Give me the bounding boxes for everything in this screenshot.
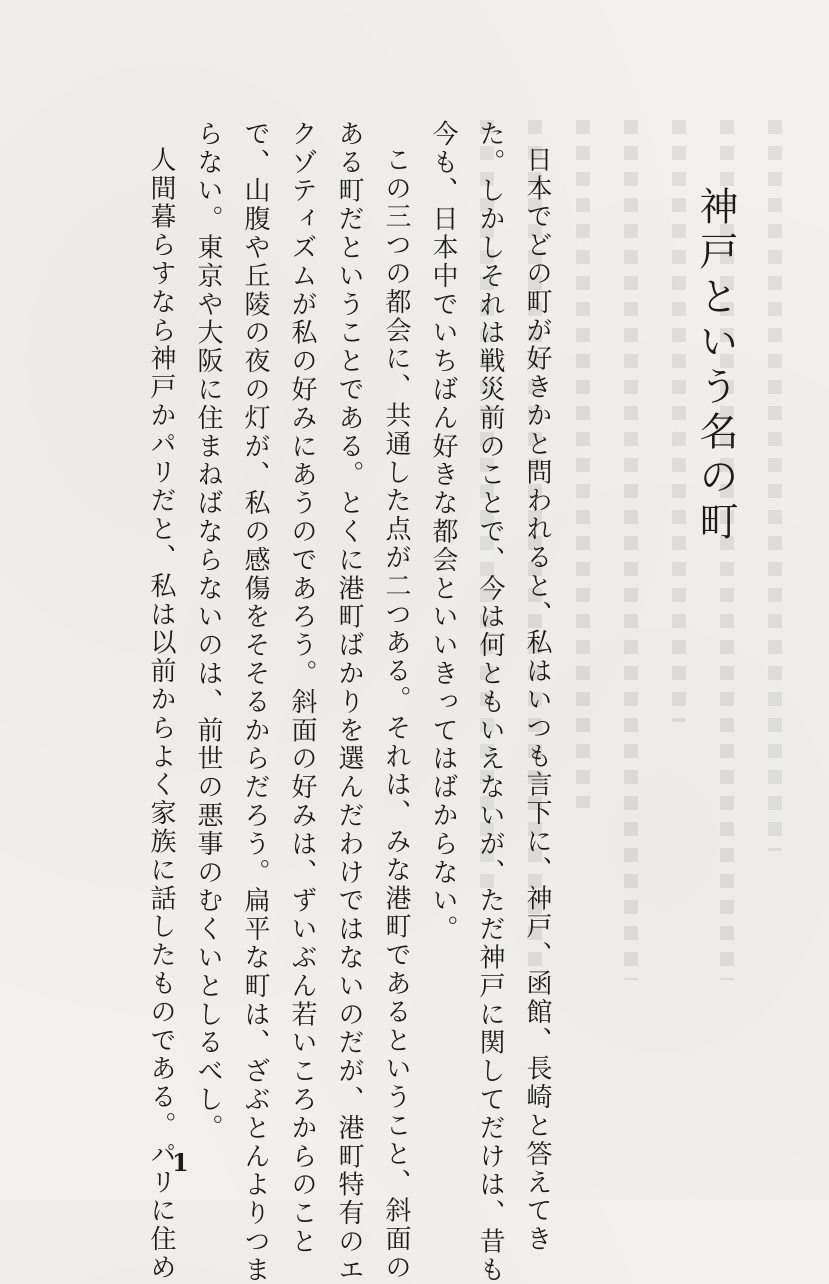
chapter-title: 神戸という名の町 [693, 186, 738, 546]
page-number: 1 [172, 1148, 189, 1177]
body-text [146, 120, 560, 1284]
paragraph-2: この三つの都会に、共通した点が二つある。それは、みな港町であるということ、斜面の ある町だということである。とくに港町ばかりを選んだわけではないのだが、港町特有のエ クゾティズムが私の好みにあうのであろう。斜面の好みは、ずいぶん若いころからのこと で、山腹や丘陵の夜の灯が、私の感傷をそそるからだろう。扁平な町は、ざぶとんよりつま らない。東京や大阪に住まねばならないのは、前世の悪事のむくいとしるべし。 [193, 120, 411, 1284]
paragraph-1: 日本でどの町が好きかと問われると、私はいつも言下に、神戸、函館、長崎と答えてき た。しかしそれは戦災前のことで、今は何ともいえないが、ただ神戸に関してだけは、昔も 今も、日本中でいちばん好きな都会といいきってはばからない。 [428, 120, 552, 1284]
paragraph-3: 人間暮らすなら神戸かパリだと、私は以前からよく家族に話したものである。パリに住め [146, 146, 176, 1282]
